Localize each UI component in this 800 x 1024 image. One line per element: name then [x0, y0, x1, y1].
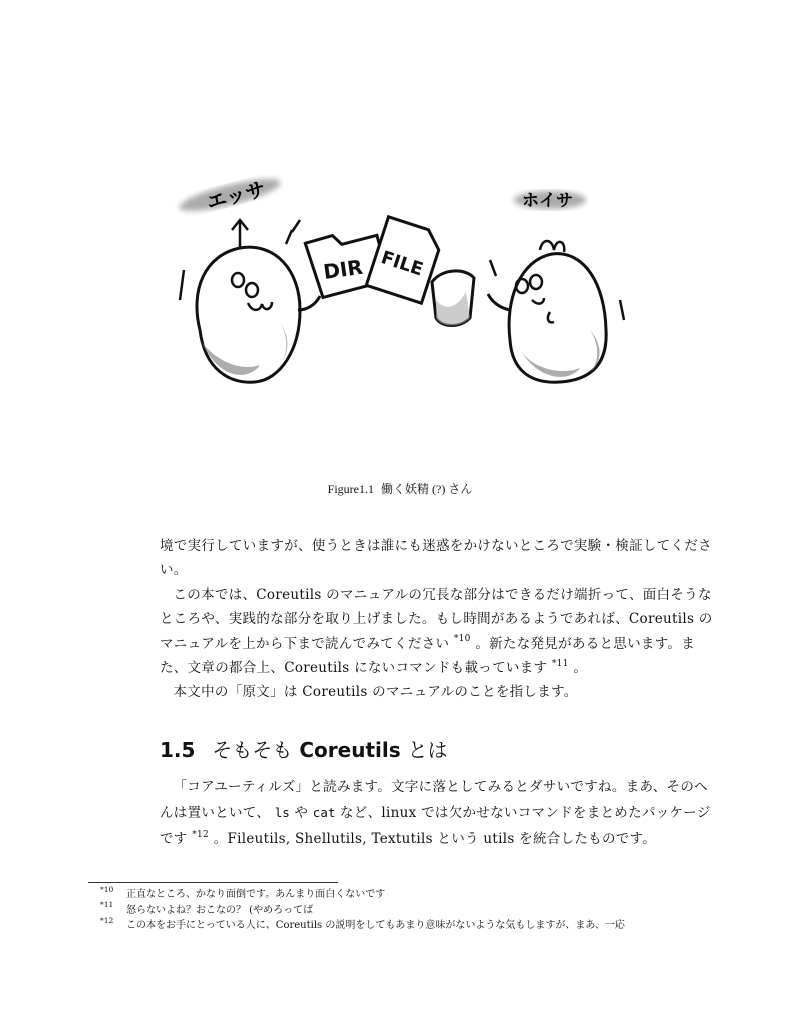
footnote-10 — [100, 884, 720, 903]
figure-number: Figure1.1 — [327, 482, 374, 496]
section-title-pre: そもそも — [212, 738, 293, 762]
command-cat: cat — [312, 805, 336, 820]
footnote-11 — [100, 900, 720, 919]
paragraph-2-part2: 。新たな発見があると思います。また、文章の都合上、Coreutils にないコマンドも載っています — [160, 635, 696, 677]
figure-caption-text: 働く妖精 (?) さん — [381, 482, 473, 496]
paragraph-2-part1: この本では、Coreutils のマニュアルの冗長な部分はできるだけ端折って、面白そうなところや、実践的な部分を取り上げました。もし時間があるようであれば、Coreutils のマニュアルを上から下まで読んでみてください — [160, 586, 713, 652]
section-title-post: とは — [407, 738, 448, 762]
paragraph-2-end: 。 — [573, 660, 588, 677]
paragraph-2 — [160, 583, 716, 681]
paragraph-1: 境で実行していますが、使うときは誰にも迷惑をかけないところで実験・検証してください。 — [160, 538, 712, 579]
fairies-illustration — [160, 160, 640, 400]
footnote-text: 怒らないよね？おこなの？ (やめろってば — [126, 904, 314, 916]
footnote-divider — [88, 882, 338, 883]
footnote-ref-11[interactable]: *11 — [551, 658, 569, 669]
footnotes — [100, 884, 720, 934]
footnote-ref-10[interactable]: *10 — [453, 634, 471, 645]
footnote-mark: *10 — [100, 884, 114, 894]
section-text-d: 。Fileutils, Shellutils, Textutils という utils を統合したものです。 — [213, 831, 657, 847]
section-text-c: など、linux では欠かせないコマンドをまとめたパッケージです — [160, 805, 711, 847]
left-fairy — [180, 220, 320, 382]
figure-illustration — [160, 160, 640, 400]
section-text-b: や — [294, 805, 309, 821]
section-text-a: 「コアユーティルズ」と読みます。文字に落としてみるとダサいですね。まあ、そのへんは置いといて、 — [160, 779, 708, 821]
footnote-12 — [100, 915, 720, 934]
section-number: 1.5 — [160, 738, 196, 762]
folder-dir-label: DIR — [321, 254, 365, 284]
footnote-mark: *11 — [100, 900, 114, 910]
footnote-mark: *12 — [100, 915, 114, 925]
bucket — [432, 271, 474, 326]
right-fairy — [488, 241, 624, 382]
section-paragraph — [160, 774, 716, 852]
section-title-word: Coreutils — [299, 738, 401, 762]
figure-caption — [0, 480, 800, 497]
section-heading — [160, 734, 448, 763]
section-body — [160, 774, 716, 852]
label-essa: エッサ — [204, 176, 268, 215]
paragraph-3: 本文中の「原文」は Coreutils のマニュアルのことを指します。 — [173, 684, 578, 701]
body-text — [160, 534, 716, 705]
label-hoisa: ホイサ — [522, 191, 573, 211]
file-doc-label: FILE — [378, 247, 426, 281]
footnote-text: この本をお手にとっている人に、Coreutils の説明をしてもあまり意味がないような気もしますが、まあ、一応 — [126, 920, 625, 931]
command-ls: ls — [274, 805, 290, 820]
footnote-text: 正直なところ、かなり面倒です。あんまり面白くないです — [126, 889, 386, 900]
footnote-ref-12[interactable]: *12 — [192, 829, 210, 840]
